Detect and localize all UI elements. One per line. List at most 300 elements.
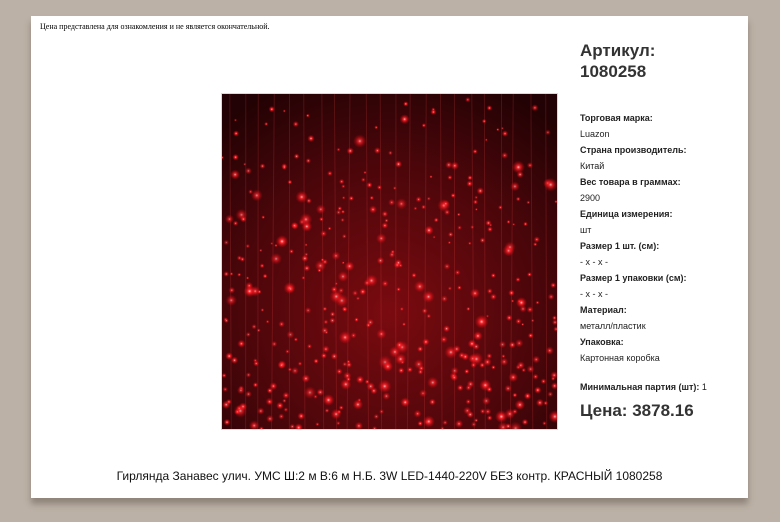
- led-light: [291, 222, 298, 229]
- led-light: [445, 161, 452, 168]
- led-light: [413, 206, 417, 210]
- led-light: [533, 374, 539, 380]
- led-light: [453, 345, 461, 353]
- led-light: [457, 384, 464, 391]
- led-light: [474, 418, 478, 422]
- led-light: [253, 382, 259, 388]
- led-light: [502, 130, 509, 137]
- led-light: [433, 236, 436, 239]
- led-light: [430, 109, 436, 115]
- led-light: [346, 377, 351, 382]
- led-light: [527, 365, 535, 373]
- led-light: [521, 323, 524, 326]
- led-light: [468, 339, 477, 348]
- led-light: [321, 353, 327, 359]
- led-light: [482, 119, 487, 124]
- led-light: [222, 386, 228, 392]
- min-batch: [580, 382, 707, 392]
- led-light: [240, 216, 247, 223]
- property-value: шт: [580, 225, 592, 235]
- led-light: [377, 185, 382, 190]
- led-light: [417, 421, 423, 427]
- led-light: [403, 101, 408, 106]
- led-light: [288, 180, 293, 185]
- led-light: [422, 338, 429, 345]
- led-light: [374, 414, 380, 420]
- led-light: [376, 329, 386, 339]
- led-light: [234, 119, 237, 122]
- led-light: [517, 361, 525, 369]
- led-light: [298, 361, 303, 366]
- led-light: [457, 213, 461, 217]
- led-light: [532, 356, 540, 364]
- led-light: [487, 226, 493, 232]
- led-light: [313, 358, 318, 363]
- led-light: [243, 163, 246, 166]
- led-light: [545, 130, 551, 136]
- led-light: [331, 353, 338, 360]
- led-light: [533, 242, 537, 246]
- led-light: [393, 186, 397, 190]
- led-light: [224, 419, 231, 426]
- led-light: [473, 199, 478, 204]
- led-light: [266, 320, 270, 324]
- led-light: [396, 287, 401, 292]
- led-light: [531, 104, 538, 111]
- price: [580, 401, 694, 421]
- led-light: [294, 337, 298, 341]
- led-light: [489, 223, 492, 226]
- led-light: [527, 272, 532, 277]
- led-light: [468, 242, 472, 246]
- led-light: [224, 240, 230, 246]
- led-light: [414, 410, 422, 418]
- led-light: [443, 325, 450, 332]
- led-light: [527, 306, 534, 313]
- led-light: [228, 287, 235, 294]
- price-value: 3878.16: [632, 401, 694, 420]
- led-light: [499, 341, 506, 348]
- led-light: [501, 152, 508, 159]
- led-light: [269, 106, 275, 112]
- led-light: [246, 372, 252, 378]
- led-light: [374, 125, 378, 129]
- led-light: [523, 222, 528, 227]
- led-light: [248, 189, 253, 194]
- led-light: [342, 234, 347, 239]
- led-light: [383, 392, 391, 400]
- led-light: [550, 282, 556, 288]
- led-light: [418, 365, 424, 371]
- led-light: [245, 391, 252, 398]
- led-light: [263, 274, 268, 279]
- led-light: [257, 290, 261, 294]
- led-light: [506, 315, 513, 322]
- product-sheet: [31, 16, 748, 498]
- led-light: [487, 415, 493, 421]
- led-light: [315, 422, 319, 426]
- led-light: [338, 271, 349, 282]
- led-light: [544, 178, 557, 192]
- led-light: [399, 263, 403, 267]
- property-value: - x - x -: [580, 257, 608, 267]
- led-light: [317, 268, 321, 272]
- led-light: [336, 421, 341, 426]
- led-light: [474, 196, 478, 200]
- led-light: [325, 331, 329, 335]
- led-light: [361, 177, 366, 182]
- led-light: [422, 308, 428, 314]
- led-light: [283, 109, 286, 112]
- led-light: [515, 318, 521, 324]
- led-light: [282, 165, 287, 170]
- led-light: [331, 286, 338, 293]
- led-light: [512, 393, 517, 398]
- led-light: [336, 148, 340, 152]
- led-light: [353, 399, 363, 409]
- led-light: [509, 341, 516, 348]
- led-light: [339, 179, 345, 185]
- led-light: [359, 288, 366, 295]
- led-light: [388, 151, 393, 156]
- led-light: [353, 134, 366, 147]
- led-light: [335, 294, 348, 307]
- led-light: [515, 400, 525, 410]
- led-light: [289, 249, 294, 254]
- led-light: [301, 276, 305, 280]
- led-light: [304, 265, 311, 272]
- led-light: [395, 353, 407, 365]
- led-light: [305, 307, 312, 314]
- led-light: [307, 135, 314, 142]
- led-light: [484, 408, 491, 415]
- led-light: [400, 397, 410, 407]
- led-light: [307, 344, 312, 349]
- led-light: [447, 175, 452, 180]
- led-light: [491, 365, 496, 370]
- led-light: [320, 230, 327, 237]
- led-light: [246, 276, 249, 279]
- led-light: [512, 161, 525, 174]
- min-batch-label: Минимальная партия (шт):: [580, 382, 700, 392]
- led-light: [366, 182, 372, 188]
- led-light: [546, 346, 554, 354]
- led-light: [347, 147, 354, 154]
- led-light: [271, 341, 277, 347]
- led-light: [536, 301, 540, 305]
- led-light: [422, 291, 434, 303]
- led-light: [237, 255, 242, 260]
- led-light: [231, 357, 238, 364]
- property-label: Упаковка:: [580, 337, 624, 347]
- led-light: [451, 367, 459, 375]
- led-light: [284, 407, 289, 412]
- led-light: [346, 362, 352, 368]
- led-light: [261, 215, 265, 219]
- led-light: [378, 380, 391, 393]
- led-light: [316, 204, 326, 214]
- min-batch-value: 1: [701, 382, 707, 392]
- led-light: [317, 388, 325, 396]
- led-light: [338, 287, 344, 293]
- led-light: [466, 307, 470, 311]
- led-light: [323, 394, 335, 406]
- led-light: [486, 353, 492, 359]
- led-light: [356, 376, 364, 384]
- led-light: [496, 128, 499, 131]
- led-light: [465, 97, 471, 103]
- led-light: [287, 285, 294, 292]
- led-light: [257, 407, 264, 414]
- led-light: [382, 280, 389, 287]
- led-light: [455, 420, 463, 428]
- led-light: [226, 295, 237, 306]
- led-light: [448, 286, 452, 290]
- led-light: [237, 273, 241, 277]
- led-light: [382, 222, 389, 229]
- led-light: [325, 408, 330, 413]
- led-light: [345, 261, 355, 271]
- led-light: [508, 290, 515, 297]
- led-light: [278, 361, 286, 369]
- led-light: [526, 200, 530, 204]
- led-light: [495, 410, 508, 423]
- led-light: [237, 340, 245, 348]
- led-light: [264, 122, 268, 126]
- led-light: [504, 241, 515, 252]
- led-light: [427, 377, 438, 388]
- led-light: [534, 236, 541, 243]
- led-curtain-image: [222, 94, 557, 429]
- led-light: [350, 332, 356, 338]
- led-light: [339, 331, 352, 344]
- led-light: [395, 161, 402, 168]
- led-light: [266, 415, 274, 423]
- property-label: Размер 1 упаковки (см):: [580, 273, 687, 283]
- led-light: [417, 346, 423, 352]
- led-light: [527, 162, 533, 168]
- price-disclaimer: Цена представлена для ознакомления и не является окончательной.: [40, 22, 270, 31]
- led-light: [505, 423, 511, 429]
- property-value: металл/пластик: [580, 321, 646, 331]
- led-light: [448, 232, 454, 238]
- led-light: [465, 399, 471, 405]
- led-light: [515, 339, 524, 348]
- led-light: [365, 379, 370, 384]
- led-light: [370, 196, 374, 200]
- led-light: [470, 288, 480, 298]
- led-light: [426, 314, 431, 319]
- led-light: [466, 180, 473, 187]
- led-light: [534, 386, 541, 393]
- property-label: Торговая марка:: [580, 113, 653, 123]
- led-light: [531, 319, 535, 323]
- led-light: [265, 398, 273, 406]
- led-light: [434, 218, 439, 223]
- led-light: [388, 199, 395, 206]
- led-light: [267, 388, 273, 394]
- led-light: [376, 233, 386, 243]
- led-light: [354, 317, 359, 322]
- product-photo: [221, 93, 558, 430]
- led-light: [467, 175, 472, 180]
- led-light: [339, 405, 344, 410]
- property-value: - x - x -: [580, 289, 608, 299]
- led-light: [398, 367, 404, 373]
- led-light: [427, 197, 431, 201]
- led-light: [475, 315, 489, 329]
- led-light: [377, 257, 384, 264]
- led-light: [313, 394, 318, 399]
- led-light: [329, 317, 335, 323]
- led-light: [487, 105, 493, 111]
- led-light: [237, 387, 245, 395]
- led-light: [457, 225, 462, 230]
- led-light: [512, 409, 518, 415]
- led-light: [260, 263, 265, 268]
- led-light: [261, 308, 265, 312]
- led-light: [285, 349, 290, 354]
- led-light: [516, 297, 527, 308]
- led-light: [246, 332, 251, 337]
- led-light: [328, 227, 332, 231]
- led-light: [395, 341, 403, 349]
- led-light: [536, 399, 544, 407]
- led-light: [336, 368, 342, 374]
- led-light: [508, 372, 518, 382]
- led-light: [382, 211, 389, 218]
- property-label: Материал:: [580, 305, 627, 315]
- led-light: [414, 281, 426, 293]
- led-light: [257, 328, 261, 332]
- curtain-strand: [258, 94, 259, 429]
- led-light: [342, 307, 348, 313]
- led-light: [342, 261, 345, 264]
- property-value: Luazon: [580, 129, 610, 139]
- led-light: [278, 321, 285, 328]
- led-light: [441, 295, 448, 302]
- led-light: [291, 367, 299, 375]
- led-light: [464, 369, 469, 374]
- led-light: [421, 205, 426, 210]
- led-light: [473, 331, 483, 341]
- led-light: [477, 187, 484, 194]
- led-light: [323, 320, 328, 325]
- property-label: Страна производитель:: [580, 145, 687, 155]
- led-light: [341, 184, 345, 188]
- led-light: [297, 412, 305, 420]
- property-label: Единица измерения:: [580, 209, 673, 219]
- led-light: [335, 282, 338, 285]
- led-light: [322, 345, 330, 353]
- property-label: Размер 1 шт. (см):: [580, 241, 660, 251]
- led-light: [512, 223, 515, 226]
- led-light: [230, 170, 240, 180]
- led-light: [232, 154, 239, 161]
- led-light: [233, 130, 239, 136]
- led-light: [490, 293, 497, 300]
- led-light: [306, 114, 310, 118]
- led-light: [548, 293, 555, 300]
- led-light: [369, 205, 377, 213]
- property-label: Вес товара в граммах:: [580, 177, 681, 187]
- led-light: [470, 225, 474, 229]
- led-light: [511, 299, 514, 302]
- properties-list: [580, 110, 740, 366]
- led-light: [522, 419, 529, 426]
- led-light: [223, 271, 229, 277]
- led-light: [282, 399, 286, 403]
- product-info: [580, 40, 740, 366]
- led-light: [341, 210, 345, 214]
- led-light: [323, 307, 328, 312]
- led-light: [429, 175, 432, 178]
- led-light: [300, 213, 313, 226]
- led-light: [286, 331, 294, 339]
- led-light: [276, 402, 284, 410]
- led-light: [224, 318, 229, 323]
- led-light: [498, 205, 503, 210]
- led-light: [352, 290, 358, 296]
- price-label: Цена:: [580, 401, 628, 420]
- led-light: [470, 352, 484, 366]
- led-light: [331, 409, 342, 420]
- led-light: [480, 237, 486, 243]
- led-light: [440, 336, 448, 344]
- led-light: [516, 197, 521, 202]
- led-light: [507, 220, 511, 224]
- led-light: [504, 385, 511, 392]
- led-light: [330, 311, 336, 317]
- led-light: [485, 138, 488, 141]
- led-light: [365, 274, 377, 286]
- led-light: [487, 288, 493, 294]
- led-light: [306, 158, 312, 164]
- led-light: [379, 409, 384, 414]
- led-light: [222, 400, 231, 409]
- product-title: Гирлянда Занавес улич. УМС Ш:2 м В:6 м Н.Б. 3W LED-1440-220V БЕЗ контр. КРАСНЫЙ 1080258: [116, 469, 663, 483]
- led-light: [332, 251, 341, 260]
- led-light: [363, 171, 366, 174]
- led-light: [491, 273, 496, 278]
- led-light: [246, 244, 251, 249]
- led-light: [455, 270, 461, 276]
- led-light: [407, 367, 413, 373]
- led-light: [251, 324, 256, 329]
- led-light: [500, 358, 508, 366]
- led-light: [528, 333, 534, 339]
- led-light: [444, 263, 451, 270]
- led-light: [253, 361, 259, 367]
- led-light: [225, 215, 234, 224]
- led-light: [319, 217, 324, 222]
- property-value: Картонная коробка: [580, 353, 660, 363]
- article-label: Артикул:: [580, 41, 656, 60]
- led-light: [547, 391, 553, 397]
- property-value: Китай: [580, 161, 605, 171]
- led-light: [378, 355, 392, 369]
- led-light: [244, 285, 256, 297]
- led-light: [296, 191, 308, 203]
- led-light: [451, 374, 459, 382]
- led-light: [278, 413, 284, 419]
- led-light: [294, 153, 300, 159]
- led-light: [400, 307, 404, 311]
- led-light: [442, 200, 449, 207]
- led-light: [276, 235, 288, 247]
- led-light: [411, 273, 416, 278]
- led-light: [270, 253, 282, 265]
